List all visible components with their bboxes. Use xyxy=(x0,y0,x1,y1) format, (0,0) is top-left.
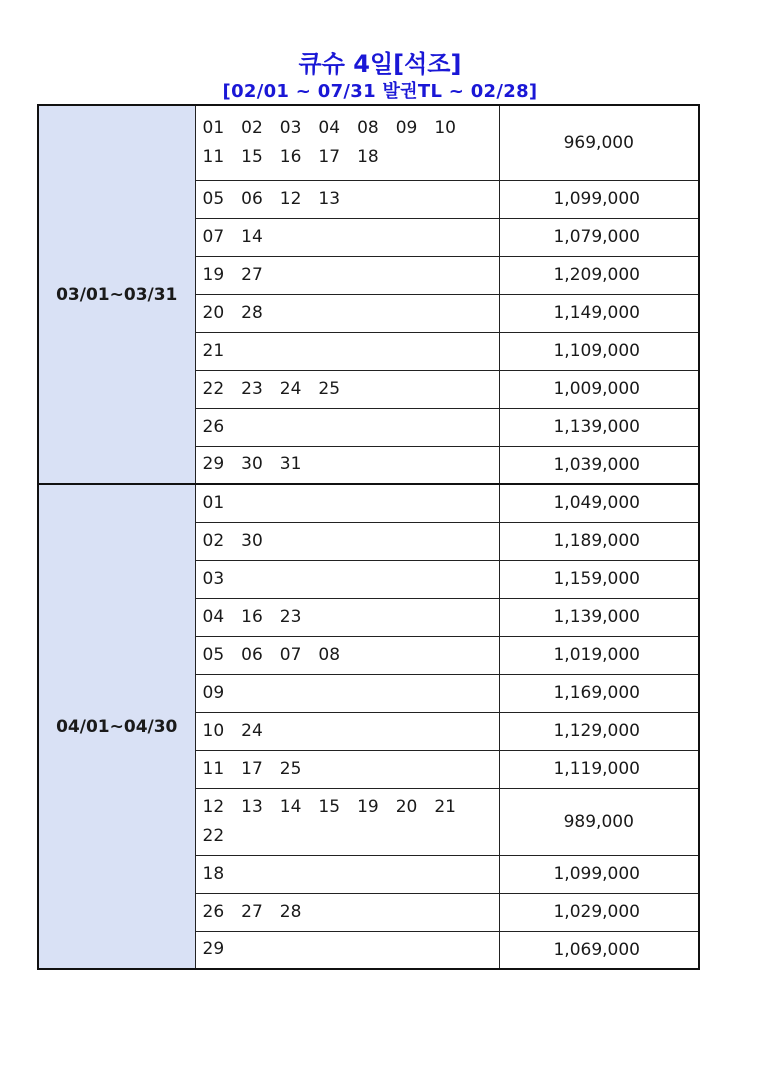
departure-day: 24 xyxy=(279,378,302,399)
departure-day: 03 xyxy=(279,117,302,138)
price-cell: 1,029,000 xyxy=(499,893,699,931)
departure-day: 13 xyxy=(241,796,263,817)
departure-day: 14 xyxy=(241,226,263,247)
fare-row xyxy=(38,105,699,180)
departure-days-cell xyxy=(195,484,499,522)
departure-day: 25 xyxy=(279,758,302,779)
departure-day: 01 xyxy=(202,492,225,513)
departure-day: 11 xyxy=(202,146,225,167)
departure-day: 20 xyxy=(202,302,225,323)
departure-day: 27 xyxy=(241,901,263,922)
departure-day: 13 xyxy=(318,188,341,209)
departure-days-cell xyxy=(195,674,499,712)
price-cell: 1,159,000 xyxy=(499,560,699,598)
departure-day: 21 xyxy=(202,340,225,361)
departure-day: 26 xyxy=(202,901,225,922)
departure-day: 17 xyxy=(318,146,341,167)
departure-day: 06 xyxy=(241,644,263,665)
departure-days-cell xyxy=(195,446,499,484)
departure-day: 17 xyxy=(241,758,263,779)
departure-day: 12 xyxy=(202,796,225,817)
departure-days-cell xyxy=(195,370,499,408)
price-cell: 1,139,000 xyxy=(499,598,699,636)
departure-day: 03 xyxy=(202,568,225,589)
departure-days-cell xyxy=(195,598,499,636)
price-cell: 1,069,000 xyxy=(499,931,699,969)
period-cell: 04/01~04/30 xyxy=(38,484,195,969)
departure-days-cell xyxy=(195,560,499,598)
departure-day: 21 xyxy=(434,796,456,817)
departure-day: 02 xyxy=(202,530,225,551)
fare-row xyxy=(38,484,699,522)
price-cell: 1,209,000 xyxy=(499,256,699,294)
price-cell: 1,119,000 xyxy=(499,750,699,788)
departure-day: 31 xyxy=(279,454,302,475)
price-cell: 1,109,000 xyxy=(499,332,699,370)
departure-day: 22 xyxy=(202,378,225,399)
departure-days-cell xyxy=(195,893,499,931)
departure-days-cell xyxy=(195,332,499,370)
departure-day: 12 xyxy=(279,188,302,209)
price-cell: 1,099,000 xyxy=(499,180,699,218)
departure-day: 04 xyxy=(318,117,341,138)
departure-day: 10 xyxy=(434,117,456,138)
departure-days-cell xyxy=(195,408,499,446)
departure-day: 28 xyxy=(279,901,302,922)
departure-days-cell xyxy=(195,522,499,560)
departure-days-cell xyxy=(195,750,499,788)
departure-day: 08 xyxy=(357,117,379,138)
departure-day: 29 xyxy=(202,454,225,475)
departure-day: 22 xyxy=(202,825,225,846)
ticketing-period-subtitle: [02/01 ~ 07/31 발권TL ~ 02/28] xyxy=(222,81,538,102)
departure-days-cell xyxy=(195,636,499,674)
page-title: 큐슈 4일[석조] xyxy=(298,50,462,78)
departure-day: 16 xyxy=(279,146,302,167)
price-cell: 1,139,000 xyxy=(499,408,699,446)
departure-day: 26 xyxy=(202,416,225,437)
departure-day: 02 xyxy=(241,117,263,138)
departure-day: 30 xyxy=(241,454,263,475)
departure-days-cell xyxy=(195,294,499,332)
price-cell: 1,099,000 xyxy=(499,855,699,893)
departure-days-cell xyxy=(195,180,499,218)
departure-day: 19 xyxy=(202,264,225,285)
departure-day: 25 xyxy=(318,378,341,399)
departure-day: 01 xyxy=(202,117,225,138)
departure-day: 15 xyxy=(241,146,263,167)
departure-day: 05 xyxy=(202,644,225,665)
departure-day: 14 xyxy=(279,796,302,817)
departure-day: 27 xyxy=(241,264,263,285)
price-cell: 1,019,000 xyxy=(499,636,699,674)
price-cell: 1,049,000 xyxy=(499,484,699,522)
departure-day: 10 xyxy=(202,720,225,741)
departure-day: 09 xyxy=(202,682,225,703)
departure-day: 04 xyxy=(202,606,225,627)
departure-day: 07 xyxy=(279,644,302,665)
departure-day: 18 xyxy=(357,146,379,167)
departure-day: 18 xyxy=(202,863,225,884)
departure-day: 23 xyxy=(241,378,263,399)
price-cell: 1,149,000 xyxy=(499,294,699,332)
departure-day: 16 xyxy=(241,606,263,627)
fare-table-body xyxy=(38,105,699,969)
departure-day: 06 xyxy=(241,188,263,209)
departure-days-cell xyxy=(195,256,499,294)
departure-days-cell xyxy=(195,855,499,893)
departure-days-cell xyxy=(195,712,499,750)
price-cell: 1,039,000 xyxy=(499,446,699,484)
departure-day: 30 xyxy=(241,530,263,551)
price-cell: 1,189,000 xyxy=(499,522,699,560)
departure-days-cell xyxy=(195,218,499,256)
departure-day: 15 xyxy=(318,796,341,817)
price-cell: 989,000 xyxy=(499,788,699,855)
departure-day: 23 xyxy=(279,606,302,627)
price-cell: 1,079,000 xyxy=(499,218,699,256)
departure-days-cell xyxy=(195,931,499,969)
departure-day: 08 xyxy=(318,644,341,665)
departure-day: 29 xyxy=(202,939,225,960)
departure-day: 09 xyxy=(395,117,418,138)
price-cell: 1,009,000 xyxy=(499,370,699,408)
departure-day: 07 xyxy=(202,226,225,247)
departure-day: 24 xyxy=(241,720,263,741)
departure-days-cell xyxy=(195,105,499,180)
departure-day: 11 xyxy=(202,758,225,779)
departure-day: 19 xyxy=(357,796,379,817)
period-cell: 03/01~03/31 xyxy=(38,105,195,484)
price-cell: 1,129,000 xyxy=(499,712,699,750)
price-cell: 969,000 xyxy=(499,105,699,180)
price-cell: 1,169,000 xyxy=(499,674,699,712)
departure-day: 05 xyxy=(202,188,225,209)
departure-day: 28 xyxy=(241,302,263,323)
fare-table xyxy=(37,104,700,970)
departure-days-cell xyxy=(195,788,499,855)
departure-day: 20 xyxy=(395,796,418,817)
